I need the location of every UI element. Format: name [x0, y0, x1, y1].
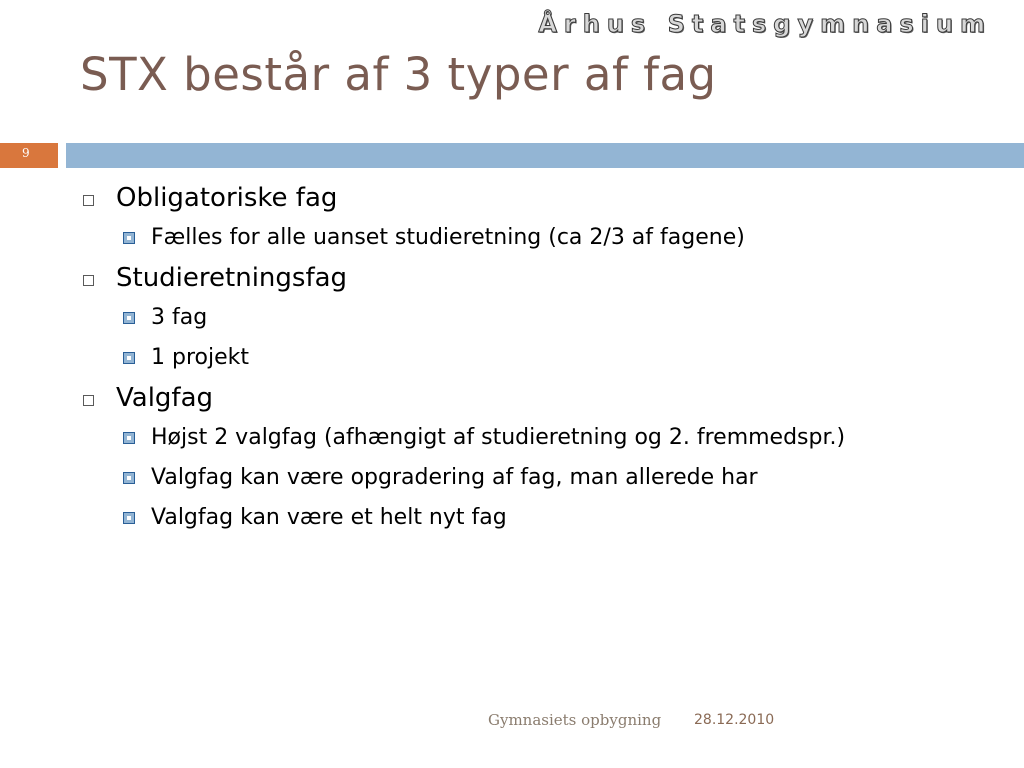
slide-title: STX består af 3 typer af fag — [80, 48, 717, 101]
bullet-item — [80, 263, 980, 374]
bullet-text: Studieretningsfag — [116, 263, 348, 294]
sub-bullet-item — [116, 342, 980, 374]
footer-label: Gymnasiets opbygning — [488, 711, 662, 729]
sub-bullet-list — [116, 302, 980, 374]
bullet-text: Obligatoriske fag — [116, 183, 338, 213]
bullet-text: Valgfag — [116, 383, 214, 414]
hollow-square-bullet-icon — [83, 395, 94, 406]
sub-bullet-list — [116, 222, 980, 254]
filled-square-bullet-icon — [123, 512, 135, 524]
slide-number-badge — [0, 143, 58, 168]
slide-number: 9 — [22, 146, 30, 160]
sub-bullet-item — [116, 302, 980, 334]
bullet-item — [80, 383, 980, 534]
sub-bullet-item — [116, 462, 980, 494]
footer-date: 28.12.2010 — [694, 712, 775, 728]
sub-bullet-text: Højst 2 valgfag (afhængigt af studieretning og 2. fremmedspr.) — [151, 425, 846, 451]
sub-bullet-item — [116, 502, 980, 534]
filled-square-bullet-icon — [123, 472, 135, 484]
hollow-square-bullet-icon — [83, 275, 94, 286]
filled-square-bullet-icon — [123, 312, 135, 324]
sub-bullet-item — [116, 422, 980, 454]
filled-square-bullet-icon — [123, 352, 135, 364]
sub-bullet-text: 1 projekt — [151, 345, 249, 371]
institution-logo-text: Århus Statsgymnasium — [538, 10, 992, 38]
sub-bullet-text: 3 fag — [151, 305, 208, 331]
sub-bullet-text: Valgfag kan være opgradering af fag, man allerede har — [151, 465, 758, 491]
filled-square-bullet-icon — [123, 432, 135, 444]
sub-bullet-text: Fælles for alle uanset studieretning (ca 2/3 af fagene) — [151, 225, 745, 251]
accent-bar — [66, 143, 1024, 168]
bullet-item — [80, 183, 980, 254]
hollow-square-bullet-icon — [83, 195, 94, 206]
filled-square-bullet-icon — [123, 232, 135, 244]
sub-bullet-item — [116, 222, 980, 254]
sub-bullet-text: Valgfag kan være et helt nyt fag — [151, 505, 507, 531]
bullet-list — [80, 183, 980, 542]
sub-bullet-list — [116, 422, 980, 534]
